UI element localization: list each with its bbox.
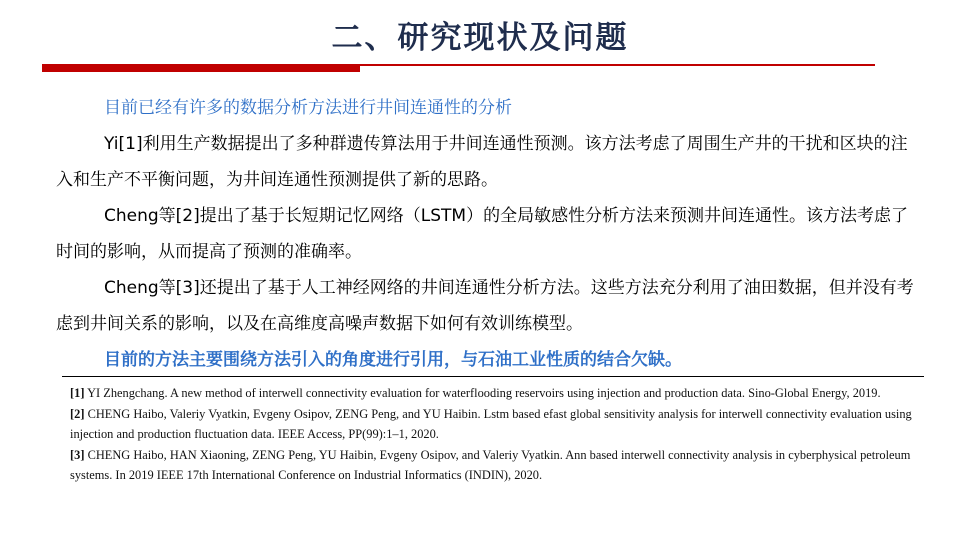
- paragraph-cheng-lstm: Cheng等[2]提出了基于长短期记忆网络（LSTM）的全局敏感性分析方法来预测井间连通性。该方法考虑了时间的影响，从而提高了预测的准确率。: [56, 206, 909, 262]
- intro-text: 目前已经有许多的数据分析方法进行井间连通性的分析: [104, 98, 512, 118]
- reference-item: [70, 445, 926, 486]
- reference-number: [2]: [70, 406, 85, 421]
- paragraph-cheng-ann: Cheng等[3]还提出了基于人工神经网络的井间连通性分析方法。这些方法充分利用了油田数据，但并没有考虑到井间关系的影响，以及在高维度高噪声数据下如何有效训练模型。: [56, 278, 914, 334]
- reference-text: CHENG Haibo, HAN Xiaoning, ZENG Peng, YU Haibin, Evgeny Osipov, and Valeriy Vyatkin. Ann based interwell connectivity analysis in cyberphysical petroleum systems. In 2019 IEEE 17th International Conference on Industrial Informatics (INDIN), 2020.: [70, 447, 911, 482]
- reference-text: CHENG Haibo, Valeriy Vyatkin, Evgeny Osipov, ZENG Peng, and YU Haibin. Lstm based efast global sensitivity analysis for interwell connectivity evaluation using injection and production fluctuation data. IEEE Access, PP(99):1–1, 2020.: [70, 406, 912, 441]
- paragraph-yi: Yi[1]利用生产数据提出了多种群遗传算法用于井间连通性预测。该方法考虑了周围生产井的干扰和区块的注入和生产不平衡问题，为井间连通性预测提供了新的思路。: [56, 134, 908, 190]
- slide-body: [56, 90, 916, 378]
- conclusion-text: 目前的方法主要围绕方法引入的角度进行引用，与石油工业性质的结合欠缺。: [104, 350, 682, 370]
- references-divider: [62, 376, 924, 377]
- slide-title: 二、研究现状及问题: [331, 20, 629, 56]
- reference-item: [70, 383, 926, 404]
- title-underline-accent: [42, 64, 360, 72]
- title-underline: [360, 64, 875, 66]
- reference-text: YI Zhengchang. A new method of interwell connectivity evaluation for waterflooding reservoirs using injection and production data. Sino-Global Energy, 2019.: [87, 386, 881, 400]
- reference-item: [70, 404, 926, 445]
- reference-number: [3]: [70, 447, 85, 462]
- references: [70, 383, 926, 486]
- reference-number: [1]: [70, 386, 85, 400]
